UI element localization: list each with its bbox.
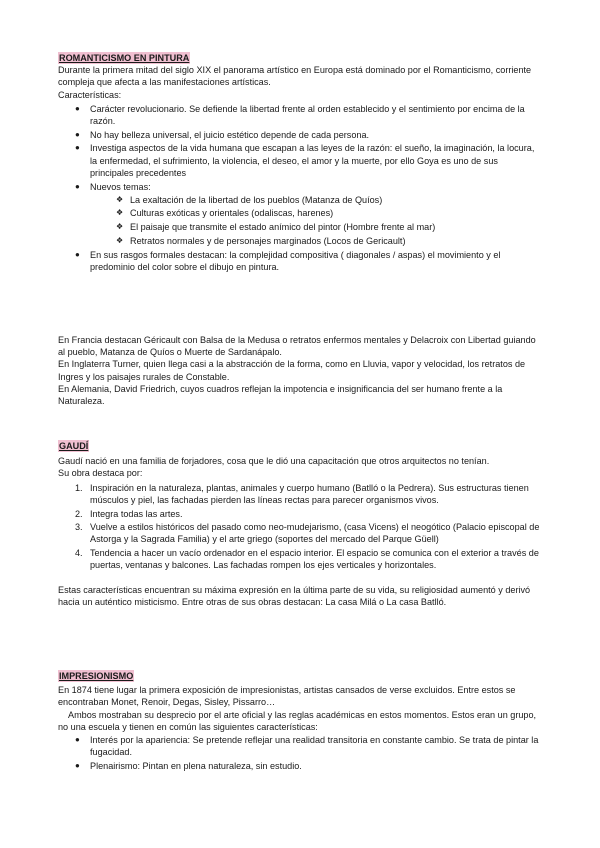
section-impresionismo [58, 670, 543, 774]
bullet-icon: ● [75, 143, 80, 153]
paragraph-impresionismo-1: En 1874 tiene lugar la primera exposición de impresionistas, artistas cansados de verse excluidos. Entre estos se encontraban Monet, Renoir, Degas, Sisley, Pissarro… [58, 685, 516, 708]
sub-list-item: ❖ Retratos normales y de personajes marginados (Locos de Gericault) [116, 235, 406, 246]
list-item: ● Carácter revolucionario. Se defiende la libertad frente al orden establecido y el sentimiento por encima de la razón. [75, 103, 525, 127]
sub-list-item: ❖ La exaltación de la libertad de los pueblos (Matanza de Quíos) [116, 194, 383, 205]
bullet-list [58, 734, 543, 772]
paragraph-impresionismo-2: Ambos mostraban su desprecio por el arte oficial y las reglas académicas en estos momentos. Estos eran un grupo, no una escuela y tienen en común las siguientes características: [58, 709, 537, 732]
list-item: ● Investiga aspectos de la vida humana que escapan a las leyes de la razón: el sueño, la imaginación, la locura, la enfermedad, el sufrimiento, la violencia, el deseo, el amor y la muerte, por ello Goya es uno de sus principales precedentes [75, 143, 535, 178]
paragraph-alemania: En Alemania, David Friedrich, cuyos cuadros reflejan la impotencia e insignificancia del ser humano frente a la Naturaleza. [58, 383, 503, 407]
paragraph-inglaterra: En Inglaterra Turner, quien llega casi a la abstracción de la forma, como en Lluvia, vapor y velocidad, los retratos de Ingres y los paisajes rurales de Constable. [58, 359, 526, 382]
list-item: 1. Inspiración en la naturaleza, plantas, animales y cuerpo humano (Batlló o la Pedrera). Sus estructuras tienen músculos y piel, las fachadas pierden las líneas rectas para parecer organismos vivos. [75, 482, 529, 505]
list-item: ● Plenairismo: Pintan en plena naturaleza, sin estudio. [75, 760, 302, 771]
caracteristicas-label: Características: [58, 89, 122, 100]
diamond-icon: ❖ [116, 235, 124, 245]
bullet-icon: ● [75, 103, 80, 113]
numbered-list [58, 482, 543, 572]
bullet-icon: ● [75, 735, 80, 745]
bullet-list [58, 103, 543, 273]
diamond-icon: ❖ [116, 208, 124, 218]
section-heading-gaudi: GAUDÍ [59, 441, 89, 451]
bullet-icon: ● [75, 181, 80, 191]
list-item: ● Nuevos temas: ❖ La exaltación de la libertad de los pueblos (Matanza de Quíos) ❖ Culturas exóticas y orientales (odaliscas, harenes) ❖ El paisaje que transmite el estado anímico del pintor (Hombre frente al mar) ❖ Retratos normales y de personajes marginados (Locos de Gericault) [58, 181, 543, 248]
section-heading-impresionismo: IMPRESIONISMO [59, 671, 134, 681]
section-romanticismo-paises [58, 334, 543, 407]
paragraph-gaudi-closing: Estas características encuentran su máxima expresión en la última parte de su vida, su religiosidad aumentó y derivó hacia un auténtico misticismo. Entre otras de sus obras destacan: La casa Milá o La casa Batlló. [58, 584, 531, 607]
bullet-icon: ● [75, 760, 80, 770]
sub-list-item: ❖ Culturas exóticas y orientales (odaliscas, harenes) [116, 208, 334, 219]
paragraph-intro: Durante la primera mitad del siglo XIX el panorama artístico en Europa está dominado por el Romanticismo, corriente compleja que afecta a las manifestaciones artísticas. [58, 65, 532, 88]
list-item: ● Interés por la apariencia: Se pretende reflejar una realidad transitoria en constante cambio. Se trata de pintar la fugacidad. [75, 735, 539, 758]
sub-list [58, 194, 543, 247]
destaca-label: Su obra destaca por: [58, 468, 143, 479]
section-romanticismo [58, 52, 543, 274]
section-heading-romanticismo: ROMANTICISMO EN PINTURA [59, 53, 190, 63]
list-item: ● No hay belleza universal, el juicio estético depende de cada persona. [75, 129, 370, 140]
list-item: ● En sus rasgos formales destacan: la complejidad compositiva ( diagonales / aspas) el movimiento y el predominio del color sobre el dibujo en pintura. [75, 249, 501, 272]
section-gaudi [58, 440, 543, 608]
sub-list-item: ❖ El paisaje que transmite el estado anímico del pintor (Hombre frente al mar) [116, 222, 436, 233]
diamond-icon: ❖ [116, 222, 124, 232]
paragraph-gaudi-intro: Gaudí nació en una familia de forjadores, cosa que le dió una capacitación que otros arquitectos no tenían. [58, 456, 490, 467]
list-item: 2. Integra todas las artes. [75, 508, 183, 519]
diamond-icon: ❖ [116, 194, 124, 204]
bullet-icon: ● [75, 249, 80, 259]
bullet-icon: ● [75, 129, 80, 139]
paragraph-francia: En Francia destacan Géricault con Balsa de la Medusa o retratos enfermos mentales y Delacroix con Libertad guiando al pueblo, Matanza de Quíos o Muerte de Sardanápalo. [58, 335, 536, 358]
list-item: 4. Tendencia a hacer un vacío ordenador en el espacio interior. El espacio se comunica con el exterior a través de puertas, ventanas y balcones. Las fachadas rompen los ejes verticales y horizontales. [75, 548, 539, 571]
list-item: 3. Vuelve a estilos históricos del pasado como neo-mudejarismo, (casa Vicens) el neogótico (Palacio episcopal de Astorga y la Sagrada Familia) y el arte griego (soportes del mercado del Parque Güell) [75, 522, 540, 545]
